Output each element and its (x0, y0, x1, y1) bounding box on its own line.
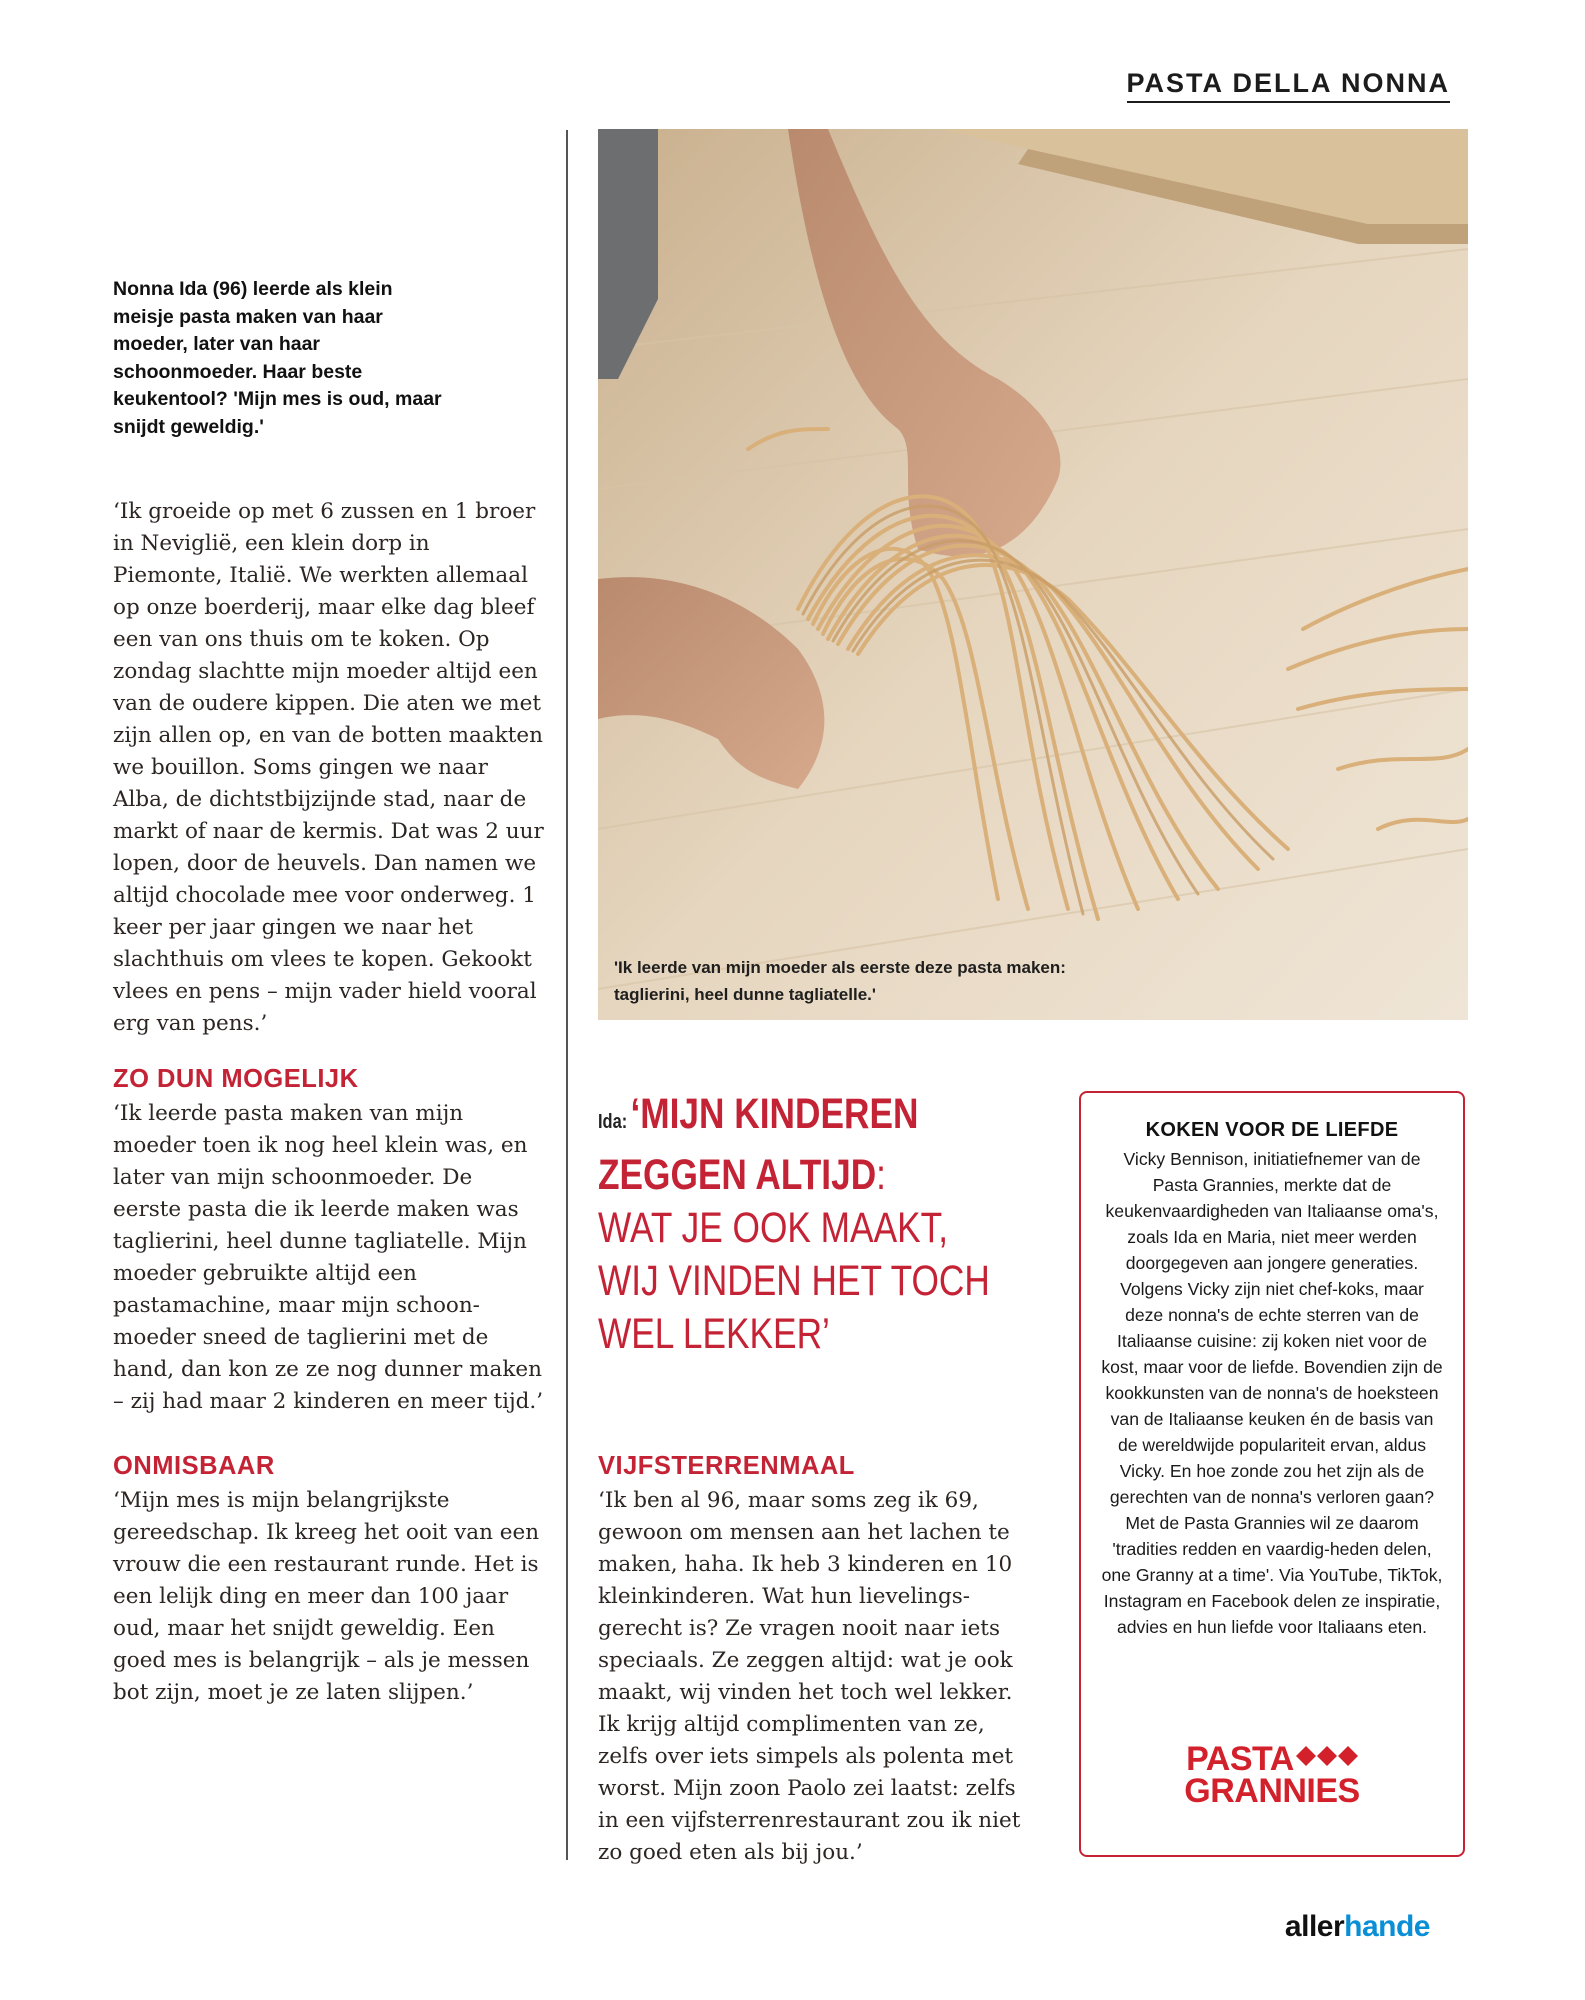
section-paragraph: ‘Mijn mes is mijn belangrijkste gereedschap. Ik kreeg het ooit van een vrouw die een restaurant runde. Het is een lelijk ding en meer dan 100 jaar oud, maar het snijdt geweldig. Een goed mes is belangrijk – als je messen bot zijn, moet je ze laten slijpen.’ (113, 1488, 540, 1705)
quote-line-5: WEL LEKKER’ (598, 1310, 830, 1358)
quote-line-2: ZEGGEN ALTIJD: (598, 1151, 886, 1199)
column-divider (566, 130, 568, 1860)
column-1-opening (113, 496, 545, 1040)
allerhande-logo: allerhande (1284, 1910, 1430, 1943)
quote-line-4: WIJ VINDEN HET TOCH (598, 1257, 990, 1305)
intro-text: Nonna Ida (96) leerde als klein meisje pasta maken van haar moeder, later van haar schoonmoeder. Haar beste keukentool? 'Mijn mes is oud, maar snijdt geweldig.' (113, 278, 442, 438)
section-zo-dun (113, 1065, 545, 1418)
section-heading: VIJFSTERRENMAAL (598, 1452, 855, 1480)
sidebar-text: Vicky Bennison, initiatiefnemer van de Pasta Grannies, merkte dat de keukenvaardigheden van Italiaanse oma's, zoals Ida en Maria, niet meer werden doorgegeven aan jongere generaties. Volgens Vicky zijn niet chef-koks, maar deze nonna's de echte sterren van de Italiaanse cuisine: zij koken niet voor de kost, maar voor de liefde. Bovendien zijn de kookkunsten van de nonna's de hoeksteen van de Italiaanse keuken én de basis van de wereldwijde populariteit ervan, aldus Vicky. En hoe zonde zou het zijn als de gerechten van de nonna's verloren gaan? Met de Pasta Grannies wil ze daarom 'tradities redden en vaardig-heden delen, one Granny at a time'. Via YouTube, TikTok, Instagram en Facebook delen ze inspiratie, advies en hun liefde voor Italiaans eten. (1101, 1149, 1443, 1637)
quote-speaker: Ida: (598, 1111, 628, 1133)
diamonds-icon (1296, 1746, 1358, 1766)
sidebar-title: KOKEN VOOR DE LIEFDE (1145, 1119, 1399, 1141)
pasta-photo (598, 129, 1468, 1020)
quote-line-3: WAT JE OOK MAAKT, (598, 1204, 949, 1252)
pull-quote (598, 1088, 1018, 1361)
opening-paragraph: ‘Ik groeide op met 6 zussen en 1 broer in Neviglië, een klein dorp in Piemonte, Italië. We werkten allemaal op onze boerderij, maar elke dag bleef een van ons thuis om te koken. Op zondag slachtte mijn moeder altijd een van de oudere kippen. Die aten we met zijn allen op, en van de botten maakten we bouillon. Soms gingen we naar Alba, de dichtstbijzijnde stad, naar de markt of naar de kermis. Dat was 2 uur lopen, door de heuvels. Dan namen we altijd chocolade mee voor onderweg. 1 keer per jaar gingen we naar het slachthuis om vlees te kopen. Gekookt vlees en pens – mijn vader hield vooral erg van pens.’ (113, 499, 544, 1036)
quote-line-1: Ida:‘MIJN KINDEREN (598, 1090, 919, 1138)
pasta-grannies-logo (1081, 1740, 1463, 1810)
section-label: PASTA DELLA NONNA (1127, 68, 1451, 103)
section-heading: ZO DUN MOGELIJK (113, 1065, 359, 1093)
section-heading: ONMISBAAR (113, 1452, 275, 1480)
logo-line-1: PASTA (1186, 1740, 1294, 1778)
section-paragraph: ‘Ik leerde pasta maken van mijn moeder toen ik nog heel klein was, en later van mijn schoonmoeder. De eerste pasta die ik leerde maken was taglierini, heel dunne tagliatelle. Mijn moeder gebruikte altijd een pastamachine, maar mijn schoon-moeder sneed de taglierini met de hand, dan kon ze ze nog dunner maken – zij had maar 2 kinderen en meer tijd.’ (113, 1101, 544, 1414)
logo-line-2: GRANNIES (1184, 1772, 1360, 1810)
section-vijfsterrenmaal (598, 1452, 1028, 1869)
photo-caption: 'Ik leerde van mijn moeder als eerste deze pasta maken: taglierini, heel dunne tagliatelle.' (614, 958, 1066, 1004)
section-paragraph: ‘Ik ben al 96, maar soms zeg ik 69, gewoon om mensen aan het lachen te maken, haha. Ik heb 3 kinderen en 10 kleinkinderen. Wat hun lievelings-gerecht is? Ze vragen nooit naar iets speciaals. Ze zeggen altijd: wat je ook maakt, wij vinden het toch wel lekker. Ik krijg altijd complimenten van ze, zelfs over iets simpels als polenta met worst. Mijn zoon Paolo zei laatst: zelfs in een vijfsterrenrestaurant zou ik niet zo goed eten als bij jou.’ (598, 1488, 1021, 1865)
pasta-illustration (598, 129, 1468, 1020)
sidebar-box (1079, 1091, 1465, 1857)
section-onmisbaar (113, 1452, 545, 1709)
